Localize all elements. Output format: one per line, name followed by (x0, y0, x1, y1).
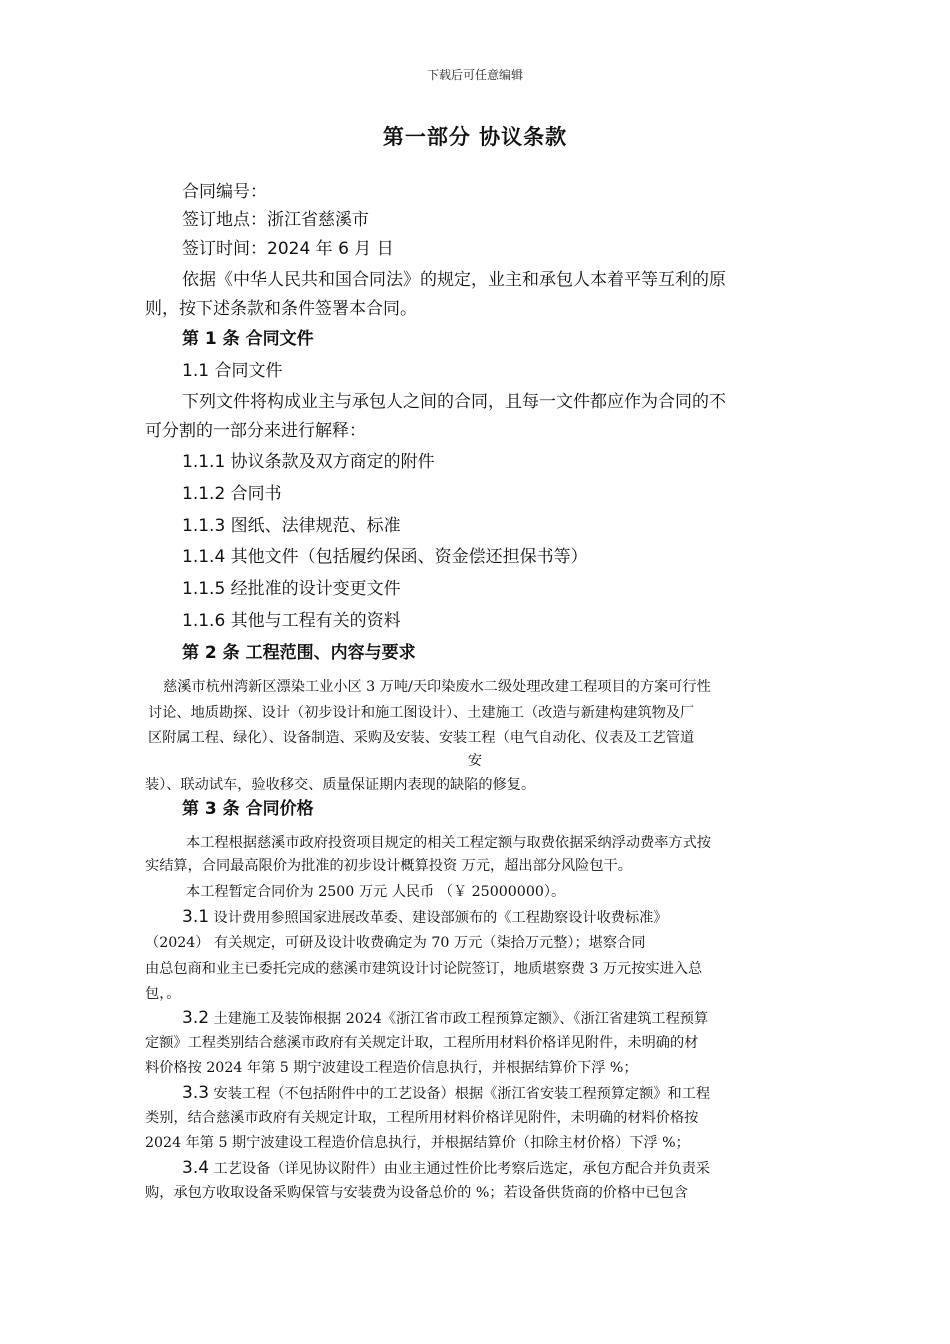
clause-3-2 (182, 1008, 708, 1029)
clause-number: 3.2 (182, 1008, 210, 1028)
paragraph-line: 包，。 (145, 986, 181, 1002)
article-2-heading: 第 2 条 工程范围、内容与要求 (182, 643, 416, 663)
contract-price-line: 本工程暂定合同价为 2500 万元 人民币 （￥ 25000000）。 (186, 884, 566, 900)
clause-3-1 (182, 907, 668, 928)
article-1-heading: 第 1 条 合同文件 (182, 329, 314, 349)
clause-3-3 (182, 1083, 710, 1104)
paragraph-line: 类别，结合慈溪市政府有关规定计取，工程所用材料价格详见附件，未明确的材料价格按 (145, 1110, 699, 1126)
list-item: 1.1.1 协议条款及双方商定的附件 (182, 452, 435, 472)
signing-place-line: 签订地点：浙江省慈溪市 (182, 210, 369, 230)
paragraph-line: 慈溪市杭州湾新区漂染工业小区 3 万吨/天印染废水二级处理改建工程项目的方案可行性 (163, 679, 711, 695)
paragraph-line: 讨论、地质勘探、设计（初步设计和施工图设计）、土建施工（改造与新建构建筑物及厂 (148, 705, 695, 721)
list-item: 1.1.6 其他与工程有关的资料 (182, 611, 401, 631)
intro-line: 依据《中华人民共和国合同法》的规定，业主和承包人本着平等互利的原 (182, 270, 726, 290)
signing-time-line: 签订时间：2024 年 6 月 日 (182, 239, 394, 259)
paragraph-line: 可分割的一部分来进行解释： (145, 421, 366, 441)
paragraph-line: 安 (467, 753, 483, 769)
clause-number: 3.4 (182, 1158, 210, 1178)
clause-1-1-heading: 1.1 合同文件 (182, 361, 283, 381)
contract-number-line: 合同编号： (182, 182, 267, 202)
paragraph-line: 定额》工程类别结合慈溪市政府有关规定计取，工程所用材料价格详见附件，未明确的材 (145, 1035, 699, 1051)
paragraph-line: 2024 年第 5 期宁波建设工程造价信息执行，并根据结算价（扣除主材价格）下浮 %； (145, 1135, 690, 1151)
paragraph-line: 下列文件将构成业主与承包人之间的合同，且每一文件都应作为合同的不 (182, 392, 726, 412)
clause-text: 土建施工及装饰根据 2024《浙江省市政工程预算定额》、《浙江省建筑工程预算 (209, 1011, 709, 1027)
paragraph-line: 实结算，合同最高限价为批准的初步设计概算投资 万元，超出部分风险包干。 (145, 858, 632, 874)
paragraph-line: 装）、联动试车，验收移交、质量保证期内表现的缺陷的修复。 (145, 777, 536, 793)
list-item: 1.1.2 合同书 (182, 484, 282, 504)
page-header: 下载后可任意编辑 (426, 68, 523, 82)
clause-text: 工艺设备（详见协议附件）由业主通过性价比考察后选定，承包方配合并负责采 (209, 1161, 711, 1177)
clause-3-4 (182, 1158, 710, 1179)
list-item: 1.1.4 其他文件（包括履约保函、资金偿还担保书等） (182, 547, 588, 567)
paragraph-line: 本工程根据慈溪市政府投资项目规定的相关工程定额与取费依据采纳浮动费率方式按 (186, 835, 711, 851)
paragraph-line: 由总包商和业主已委托完成的慈溪市建筑设计讨论院签订，地质堪察费 3 万元按实进入总 (145, 961, 703, 977)
list-item: 1.1.5 经批准的设计变更文件 (182, 579, 401, 599)
paragraph-line: 区附属工程、绿化）、设备制造、采购及安装、安装工程（电气自动化、仪表及工艺管道 (148, 730, 695, 746)
paragraph-line: （2024） 有关规定，可研及设计收费确定为 70 万元（柒拾万元整）；堪察合同 (145, 935, 646, 951)
clause-number: 3.1 (182, 907, 210, 927)
intro-line: 则，按下述条款和条件签署本合同。 (145, 299, 417, 319)
list-item: 1.1.3 图纸、法律规范、标准 (182, 516, 401, 536)
paragraph-line: 购，承包方收取设备采购保管与安装费为设备总价的 %；若设备供货商的价格中已包含 (145, 1185, 688, 1201)
clause-number: 3.3 (182, 1083, 210, 1103)
page-title: 第一部分 协议条款 (382, 125, 568, 149)
paragraph-line: 料价格按 2024 年第 5 期宁波建设工程造价信息执行，并根据结算价下浮 %； (145, 1060, 638, 1076)
clause-text: 设计费用参照国家进展改革委、建设部颁布的《工程勘察设计收费标准》 (209, 910, 668, 926)
article-3-heading: 第 3 条 合同价格 (182, 799, 314, 819)
clause-text: 安装工程（不包括附件中的工艺设备）根据《浙江省安装工程预算定额》和工程 (209, 1086, 711, 1102)
